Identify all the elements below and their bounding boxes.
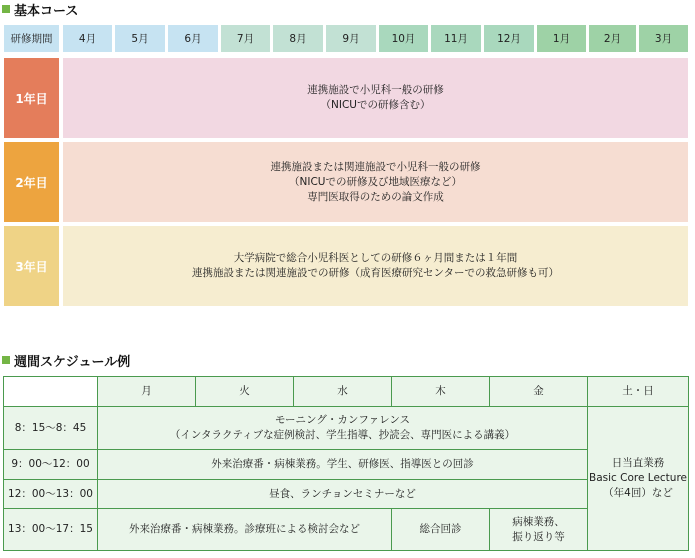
time-cell: 9：00〜12：00 <box>4 450 98 480</box>
table-row <box>4 450 689 480</box>
schedule-text: 日当直業務 <box>611 457 665 469</box>
year2-line: （NICUでの研修及び地域医療など） <box>289 175 462 188</box>
time-cell: 8：15〜8：45 <box>4 407 98 450</box>
day-header-weekend: 土・日 <box>588 377 689 407</box>
day-header-tue: 火 <box>196 377 294 407</box>
year1-label: 1年目 <box>4 58 59 138</box>
ward-review-cell <box>490 509 588 551</box>
afternoon-duty-cell: 外来治療番・病棟業務。診療班による検討会など <box>98 509 392 551</box>
grand-rounds-cell: 総合回診 <box>392 509 490 551</box>
period-label: 研修期間 <box>4 25 59 52</box>
weekly-schedule-title <box>2 351 130 369</box>
month-header-nov: 11月 <box>431 25 481 52</box>
morning-duty-cell: 外来治療番・病棟業務。学生、研修医、指導医との回診 <box>98 450 588 480</box>
year1-line: （NICUでの研修含む） <box>320 99 431 111</box>
schedule-text: （インタラクティブな症例検討、学生指導、抄読会、専門医による講義） <box>169 429 516 441</box>
month-header-jul: 7月 <box>221 25 270 52</box>
morning-conference-cell <box>98 407 588 450</box>
month-header-may: 5月 <box>115 25 165 52</box>
green-square-icon <box>2 356 10 364</box>
day-header-mon: 月 <box>98 377 196 407</box>
time-cell: 12：00〜13：00 <box>4 480 98 509</box>
year3-line: 大学病院で総合小児科医としての研修６ヶ月間または１年間 <box>233 252 518 264</box>
table-row <box>4 480 689 509</box>
schedule-text: モーニング・カンファレンス <box>274 414 411 426</box>
schedule-text: （年4回）など <box>603 487 673 499</box>
table-row <box>4 407 689 450</box>
lunch-cell: 昼食、ランチョンセミナーなど <box>98 480 588 509</box>
month-header-jan: 1月 <box>537 25 586 52</box>
basic-course-title <box>2 0 78 18</box>
weekly-schedule-table <box>3 376 689 551</box>
schedule-text: Basic Core Lecture <box>589 472 687 484</box>
table-row <box>4 509 689 551</box>
weekly-schedule-title-text: 週間スケジュール例 <box>14 354 131 370</box>
month-header-sep: 9月 <box>326 25 376 52</box>
month-header-aug: 8月 <box>273 25 323 52</box>
year1-description <box>63 58 688 138</box>
month-header-jun: 6月 <box>168 25 218 52</box>
month-header-dec: 12月 <box>484 25 534 52</box>
year3-description <box>63 226 688 306</box>
year2-description <box>63 142 688 222</box>
day-header-wed: 水 <box>294 377 392 407</box>
year2-line: 連携施設または関連施設で小児科一般の研修 <box>270 160 481 173</box>
month-header-mar: 3月 <box>639 25 688 52</box>
day-header-fri: 金 <box>490 377 588 407</box>
month-header-apr: 4月 <box>63 25 112 52</box>
basic-course-title-text: 基本コース <box>14 3 79 19</box>
time-cell: 13：00〜17：15 <box>4 509 98 551</box>
green-square-icon <box>2 5 10 13</box>
corner-cell <box>4 377 98 407</box>
year3-label: 3年目 <box>4 226 59 306</box>
year1-line: 連携施設で小児科一般の研修 <box>307 84 444 96</box>
year2-line: 専門医取得のための論文作成 <box>307 190 444 203</box>
year2-label: 2年目 <box>4 142 59 222</box>
schedule-text: 病棟業務、 <box>512 515 565 528</box>
month-header-feb: 2月 <box>589 25 636 52</box>
schedule-text: 振り返り等 <box>512 530 565 543</box>
table-row <box>4 377 689 407</box>
day-header-thu: 木 <box>392 377 490 407</box>
weekend-cell <box>588 407 689 551</box>
year3-line: 連携施設または関連施設での研修（成育医療研究センターでの救急研修も可） <box>191 267 560 279</box>
month-header-oct: 10月 <box>379 25 428 52</box>
